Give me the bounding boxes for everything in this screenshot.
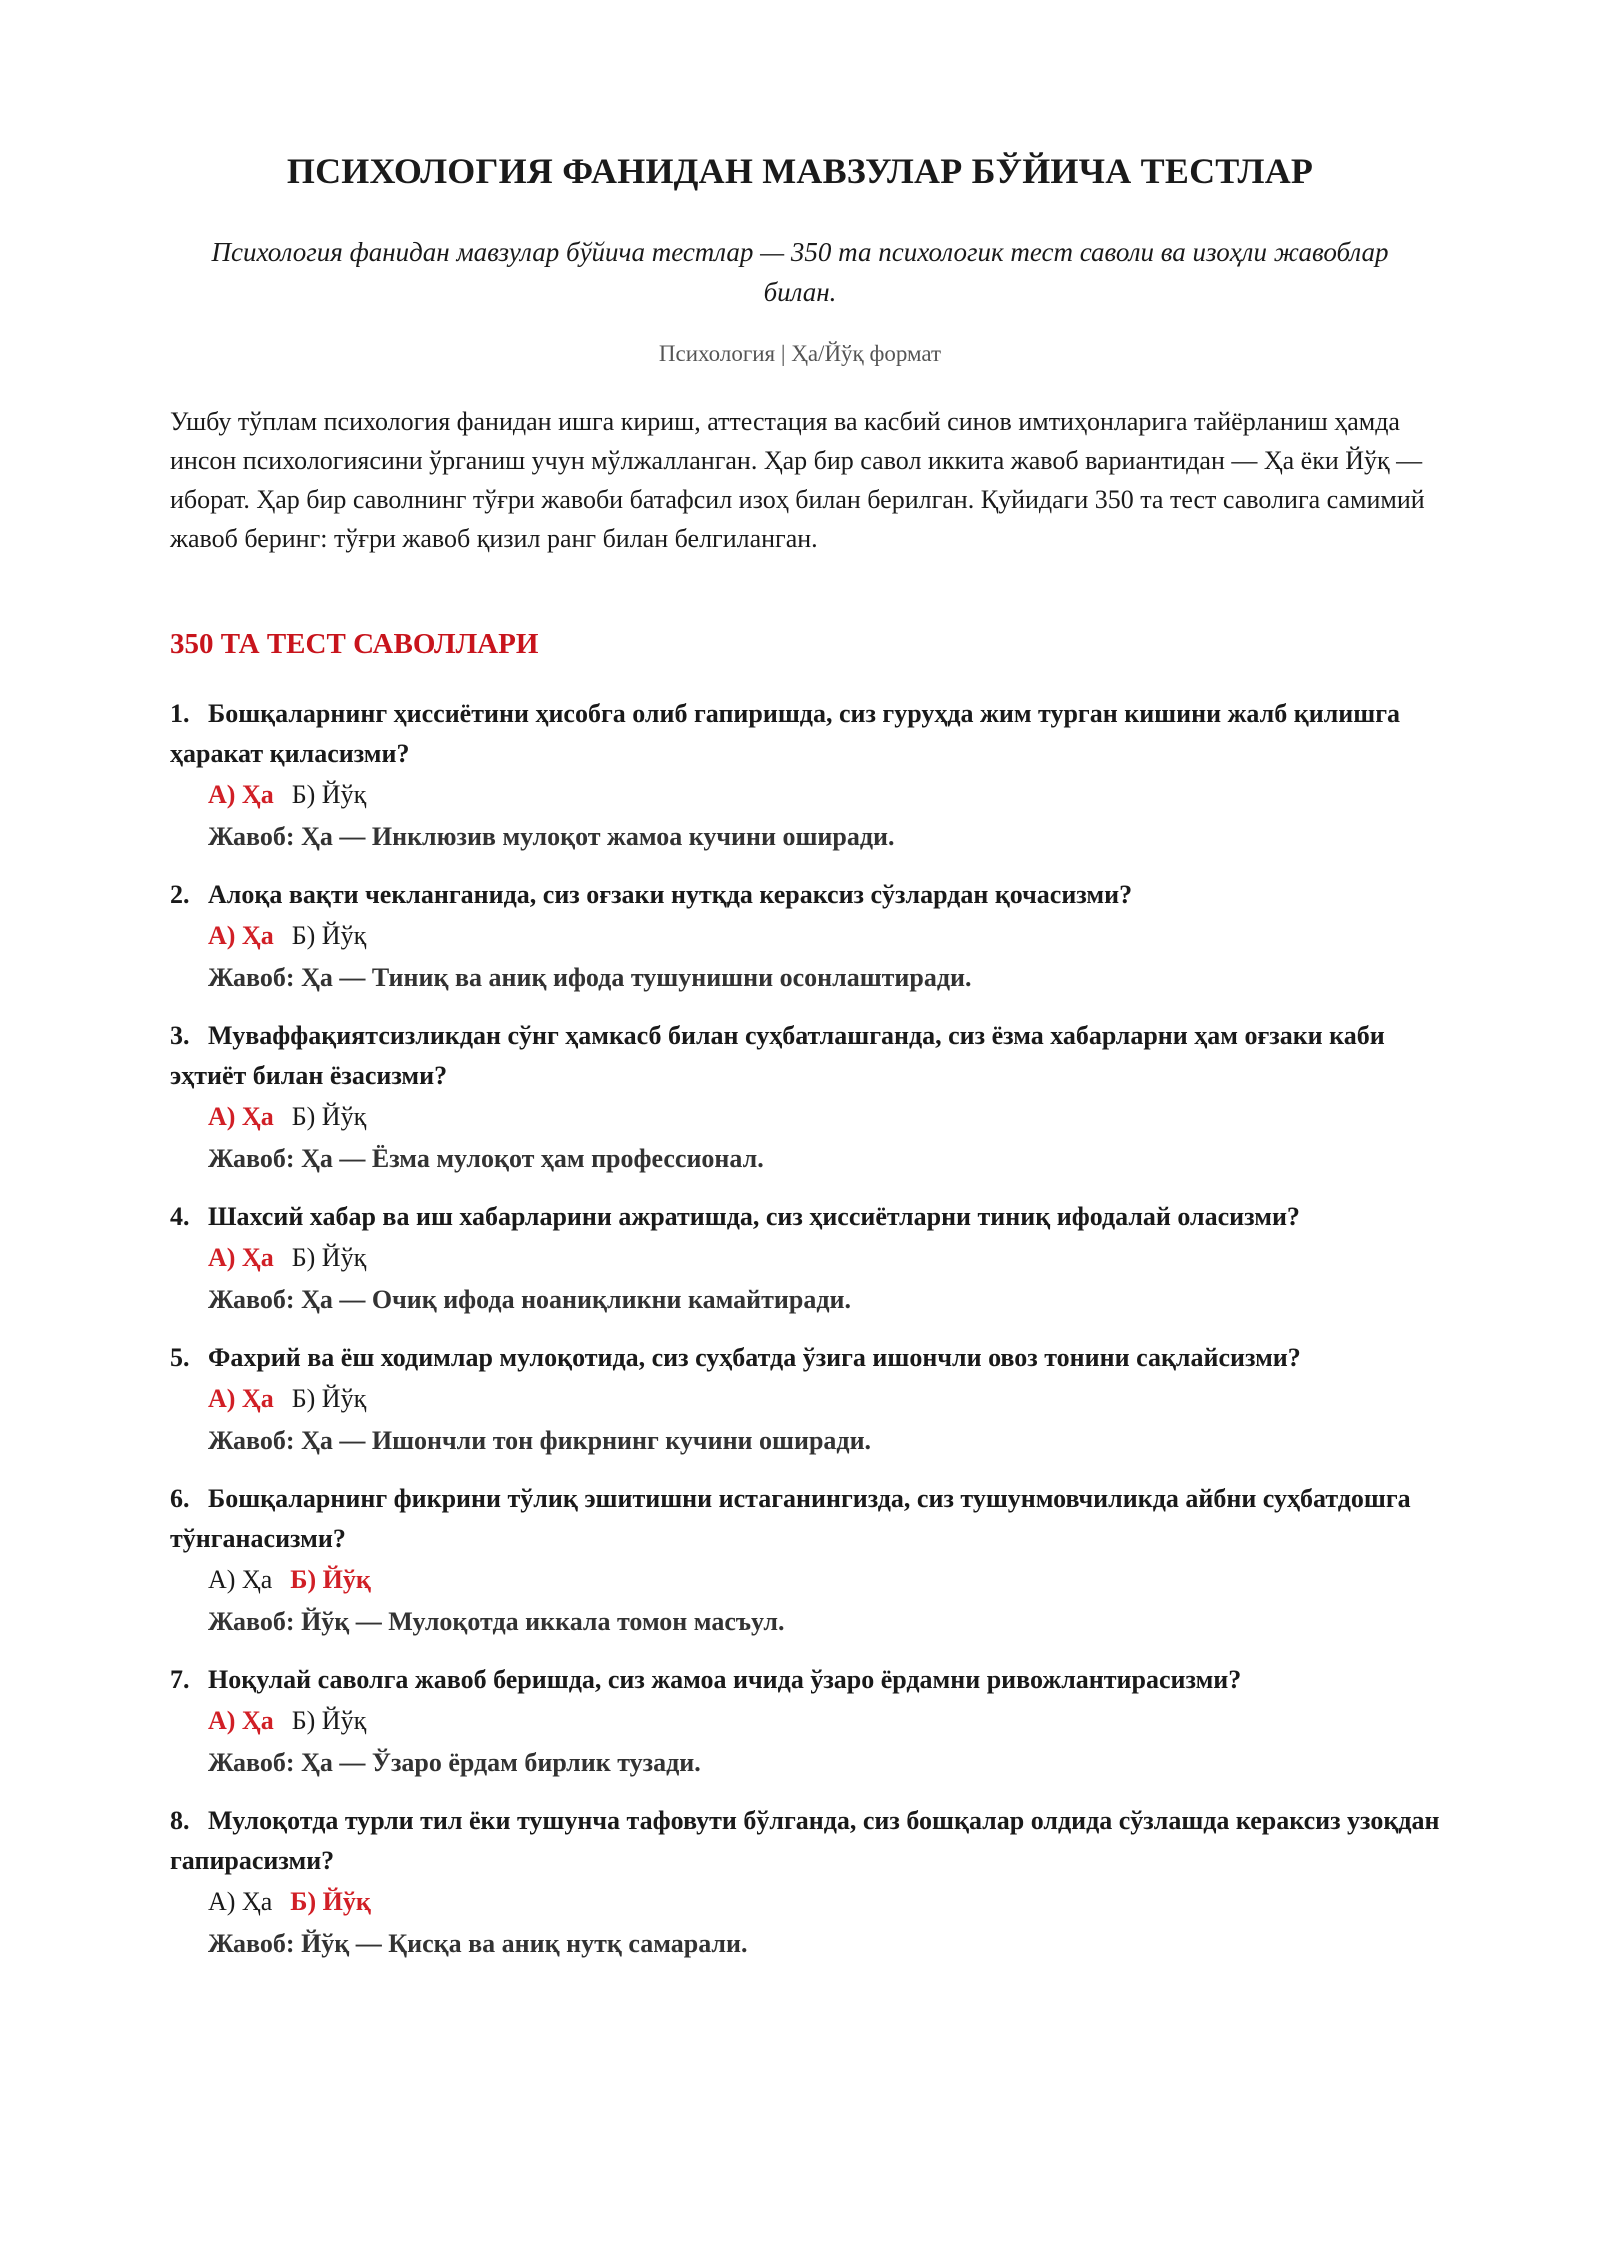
question-body: Бошқаларнинг ҳиссиётини ҳисобга олиб гапиришда, сиз гуруҳда жим турган кишини жалб қилишга ҳаракат қиласизми? xyxy=(170,699,1401,768)
answer-explanation: Жавоб: Ҳа — Ишончли тон фикрнинг кучини оширади. xyxy=(208,1426,872,1455)
option-a: А) Ҳа xyxy=(208,1706,274,1735)
question-item xyxy=(170,1660,1440,1784)
question-body: Шахсий хабар ва иш хабарларини ажратишда, сиз ҳиссиётларни тиниқ ифодалай оласизми? xyxy=(208,1202,1300,1231)
question-item xyxy=(170,1338,1440,1462)
question-text xyxy=(170,694,1440,774)
answer-explanation: Жавоб: Ҳа — Очиқ ифода ноаниқликни камайтиради. xyxy=(208,1285,851,1314)
document-meta: Психология | Ҳа/Йўқ формат xyxy=(658,341,942,366)
section-heading: 350 ТА ТЕСТ САВОЛЛАРИ xyxy=(170,628,539,660)
question-text xyxy=(170,1016,1440,1096)
question-body: Алоқа вақти чекланганида, сиз оғзаки нутқда кераксиз сўзлардан қочасизми? xyxy=(208,880,1133,909)
question-text xyxy=(170,1479,1440,1559)
option-b: Б) Йўқ xyxy=(291,780,367,809)
answer-explanation: Жавоб: Ҳа — Тиниқ ва аниқ ифода тушунишни осонлаштиради. xyxy=(208,963,972,992)
answer-options xyxy=(170,774,1440,816)
answer-options xyxy=(170,1378,1440,1420)
question-item xyxy=(170,875,1440,999)
document-title: ПСИХОЛОГИЯ ФАНИДАН МАВЗУЛАР БЎЙИЧА ТЕСТЛАР xyxy=(286,151,1314,191)
intro-paragraph: Ушбу тўплам психология фанидан ишга кириш, аттестация ва касбий синов имтиҳонларига тайёрланиш ҳамда инсон психологиясини ўрганиш учун мўлжалланган. Ҳар бир савол иккита жавоб вариантидан — Ҳа ёки Йўқ — иборат. Ҳар бир саволнинг тўғри жавоби батафсил изоҳ билан берилган. Қуйидаги 350 та тест саволига самимий жавоб беринг: тўғри жавоб қизил ранг билан белгиланган. xyxy=(170,407,1425,553)
answer-explanation: Жавоб: Ҳа — Ўзаро ёрдам бирлик тузади. xyxy=(208,1748,701,1777)
question-body: Муваффақиятсизликдан сўнг ҳамкасб билан суҳбатлашганда, сиз ёзма хабарларни ҳам оғзаки каби эҳтиёт билан ёзасизми? xyxy=(170,1021,1385,1090)
question-number: 5. xyxy=(170,1343,190,1372)
answer-options xyxy=(170,1881,1440,1923)
option-a: А) Ҳа xyxy=(208,780,274,809)
question-text xyxy=(170,1197,1440,1237)
answer-options xyxy=(170,1700,1440,1742)
question-item xyxy=(170,1016,1440,1180)
option-b: Б) Йўқ xyxy=(291,1102,367,1131)
option-a: А) Ҳа xyxy=(208,1887,273,1916)
option-b: Б) Йўқ xyxy=(290,1565,371,1594)
answer-options xyxy=(170,1559,1440,1601)
question-item xyxy=(170,1197,1440,1321)
question-item xyxy=(170,1801,1440,1965)
option-a: А) Ҳа xyxy=(208,1243,274,1272)
answer-explanation: Жавоб: Ҳа — Ёзма мулоқот ҳам профессионал. xyxy=(208,1144,764,1173)
option-b: Б) Йўқ xyxy=(291,921,367,950)
answer-explanation: Жавоб: Ҳа — Инклюзив мулоқот жамоа кучини оширади. xyxy=(208,822,895,851)
question-number: 3. xyxy=(170,1021,190,1050)
option-a: А) Ҳа xyxy=(208,1384,274,1413)
answer-explanation: Жавоб: Йўқ — Мулоқотда иккала томон масъул. xyxy=(208,1607,785,1636)
question-item xyxy=(170,1479,1440,1643)
question-number: 2. xyxy=(170,880,190,909)
question-text xyxy=(170,1338,1440,1378)
question-item xyxy=(170,694,1440,858)
option-a: А) Ҳа xyxy=(208,1565,273,1594)
question-text xyxy=(170,875,1440,915)
option-b: Б) Йўқ xyxy=(290,1887,371,1916)
answer-options xyxy=(170,1096,1440,1138)
option-b: Б) Йўқ xyxy=(291,1706,367,1735)
option-b: Б) Йўқ xyxy=(291,1384,367,1413)
answer-options xyxy=(170,915,1440,957)
question-number: 4. xyxy=(170,1202,190,1231)
question-text xyxy=(170,1660,1440,1700)
option-b: Б) Йўқ xyxy=(291,1243,367,1272)
option-a: А) Ҳа xyxy=(208,1102,274,1131)
option-a: А) Ҳа xyxy=(208,921,274,950)
question-number: 6. xyxy=(170,1484,190,1513)
question-number: 7. xyxy=(170,1665,190,1694)
question-body: Ноқулай саволга жавоб беришда, сиз жамоа ичида ўзаро ёрдамни ривожлантирасизми? xyxy=(208,1665,1242,1694)
question-body: Бошқаларнинг фикрини тўлиқ эшитишни истаганингизда, сиз тушунмовчиликда айбни суҳбатдошга тўнганасизми? xyxy=(170,1484,1411,1553)
question-body: Фахрий ва ёш ходимлар мулоқотида, сиз суҳбатда ўзига ишончли овоз тонини сақлайсизми? xyxy=(208,1343,1301,1372)
question-number: 8. xyxy=(170,1806,190,1835)
answer-explanation: Жавоб: Йўқ — Қисқа ва аниқ нутқ самарали. xyxy=(208,1929,748,1958)
question-body: Мулоқотда турли тил ёки тушунча тафовути бўлганда, сиз бошқалар олдида сўзлашда кераксиз узоқдан гапирасизми? xyxy=(170,1806,1440,1875)
question-text xyxy=(170,1801,1440,1881)
question-list xyxy=(170,694,1440,1982)
document-subtitle: Психология фанидан мавзулар бўйича тестлар — 350 та психологик тест саволи ва изоҳли жавоблар билан. xyxy=(211,237,1389,307)
answer-options xyxy=(170,1237,1440,1279)
question-number: 1. xyxy=(170,699,190,728)
